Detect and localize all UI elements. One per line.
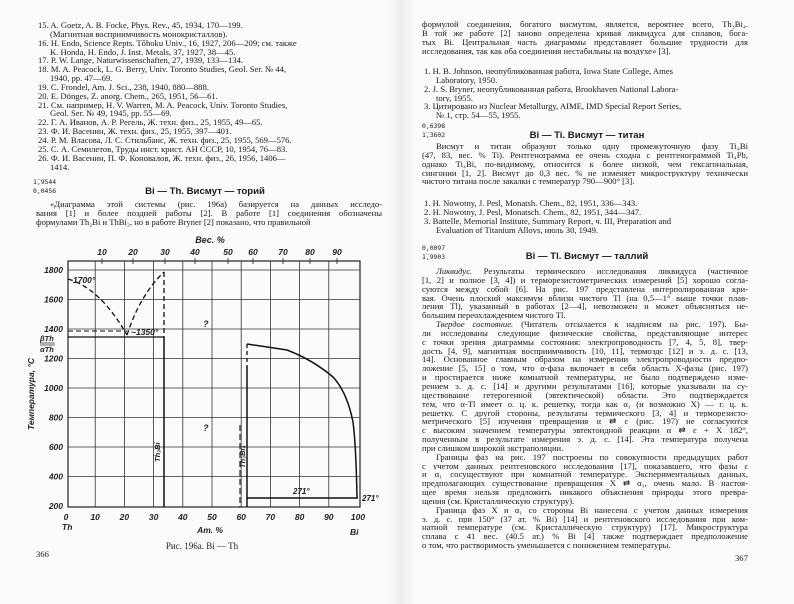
reference-item (424, 208, 750, 217)
line-text: Результаты термического исследования ликвидуса (частичное (472, 267, 748, 276)
line-text: решетку. С другой стороны, результаты термического [3, 4] и терморезисто- (422, 408, 748, 418)
line-text: при слишком широкой экстраполяции. (422, 443, 564, 453)
top-tick-label: 80 (305, 247, 315, 257)
y-axis-ticks (44, 265, 63, 511)
text-line (422, 142, 748, 151)
paragraph-bi-th-continued (422, 20, 748, 55)
text-line (422, 373, 748, 382)
bottom-axis-label: Ат. % (197, 525, 223, 535)
text-line (422, 497, 748, 506)
reference-item (424, 102, 750, 120)
reference-line: 3. Battelle, Memorial Institute, Summary Report, ч. III, Preparation and (424, 216, 672, 226)
text-line (422, 355, 748, 364)
phase-label-alpha-th: αTh (40, 345, 54, 354)
y-tick-label: 1000 (44, 383, 63, 393)
text-line (422, 311, 748, 320)
bottom-tick-label: 90 (324, 512, 334, 522)
paragraph-lead: Твердое состояние. (436, 320, 514, 329)
reference-item (424, 217, 750, 235)
top-axis-label: Вес. % (195, 235, 225, 245)
line-text: суются между собой [6]. На рис. 197 представлена интерполированная кри- (422, 284, 748, 294)
figure-caption: Рис. 196а. Bi — Th (165, 541, 239, 551)
line-text: большим переохлаждением чистого Tl. (422, 311, 566, 321)
line-text: [1, 2] и полное [3, 4]) и терморезистометрических измерений [5] хорошо согла- (422, 275, 748, 285)
page-number-left: 366 (36, 549, 49, 559)
y-tick-label: 200 (48, 501, 63, 511)
bottom-tick-label: 20 (119, 512, 130, 522)
bottom-tick-label: 60 (236, 512, 246, 522)
paragraph-phase-boundaries (422, 453, 748, 506)
reference-line: № 1, стр. 54—55, 1955. (436, 111, 521, 121)
log-number: 0,6398 (422, 122, 446, 130)
line-text: сплава с 41 вес. (40.5 ат.) % Bi [4] также подтверждает предположение (422, 532, 748, 542)
liquidus-bi-side (247, 344, 357, 498)
bottom-tick-label: 40 (178, 512, 188, 522)
line-text: щее время нельзя предложить никакого объяснения природы этого превра- (422, 488, 748, 497)
reference-line: 2. H. Nowotny, J. Pesl, Monatsch. Chem., 82, 1951, 344—347. (424, 207, 642, 217)
line-text: полученным в результате измерения э. д. с. [14]. Эта температура получена (422, 435, 748, 444)
line-text: формулами Th₂Bi и ThBi₂, но в работе Bryner [2] показано, что правильной (36, 217, 311, 227)
y-tick-label: 800 (48, 412, 63, 423)
text-line (422, 541, 748, 550)
right-element-label: Bi (350, 527, 359, 537)
reference-line: tory, 1955. (436, 93, 473, 103)
text-line (422, 38, 748, 47)
line-text: ществование гетерогенной (эвтектической) области. Это подтверждается (422, 390, 748, 400)
references-bi-th (424, 67, 750, 120)
reference-item (424, 85, 750, 103)
section-title-bi-tl: Bi — Tl. Висмут — таллий (525, 251, 649, 262)
plot-frame (68, 261, 360, 507)
reference-line: Geol. Ser. № 49, 1945, pp. 55—69. (50, 109, 172, 119)
reference-line: 22. Г. А. Иванов, А. Р. Регель, Ж. техн. физ., 25, 1955, 49—65. (38, 118, 263, 128)
line-text: В той же работе [2] заново определена кривая ликвидуса для сплавов, бога- (422, 28, 748, 38)
reference-line: 15. A. Goetz, A. B. Focke, Phys. Rev., 45, 1934, 170—199. (38, 21, 243, 30)
y-tick-label: 1200 (44, 353, 63, 364)
log-number: 0,0097 (422, 244, 446, 252)
line-text: щения (см. Кристаллическую структуру). (422, 496, 575, 506)
line-text: (47, 83, вес. % Ti). Рентгенограмма ее очень сходна с рентгенограммой Ti₄Pb, (422, 150, 748, 160)
text-line (422, 347, 748, 356)
text-line (422, 417, 748, 426)
line-text: Висмут и титан образуют только одну промежуточную фазу Ti₄Bi (436, 142, 748, 151)
bottom-tick-label: 80 (294, 512, 305, 522)
left-element-label: Th (62, 522, 73, 532)
bottom-tick-label: 50 (207, 512, 217, 522)
text-line (422, 479, 748, 488)
text-line (422, 523, 748, 532)
y-tick-label: 400 (48, 471, 63, 482)
line-text: э. д. с. при 150° (37 ат. % Bi) [14] и рентгеновского исследования при ком- (422, 514, 748, 524)
line-text: с учетом данных рентгеновского исследования [17], показавшего, что фазы ε (422, 461, 748, 471)
reference-line: 1. H. Nowotny, J. Pesl, Monatsh. Chem., 82, 1951, 336—343. (424, 199, 638, 208)
section-body-bi-tl (422, 267, 748, 550)
reference-line: K. Honda, H. Endo, J. Inst. Metals, 37, 1927, 38—45. (50, 47, 236, 57)
y-tick-label: 1400 (44, 324, 63, 334)
references-bi-ti (424, 199, 750, 234)
text-line (422, 532, 748, 541)
line-text: исследования, так как оба соединения нестабильны на воздухе» [3]. (422, 46, 671, 56)
reference-line: 1940, pp. 47—69. (50, 74, 113, 83)
reference-line: 1414. (50, 162, 70, 172)
bottom-tick-label: 0 (63, 512, 69, 522)
eutectic-label: ~1350° (131, 327, 159, 337)
line-text: (Читатель отсылается к надписям на рис. 197). Бы- (513, 320, 748, 329)
text-line (422, 329, 748, 338)
log-number: 0,0456 (33, 187, 57, 195)
top-tick-label: 60 (248, 247, 258, 257)
bottom-tick-label: 10 (90, 512, 100, 522)
section-title-bi-ti: Bi — Ti. Висмут — титан (529, 130, 645, 141)
paragraph-solid-state (422, 320, 748, 453)
reference-line: 26. Ф. И. Васенин, П. Ф. Коновалов, Ж. техн. физ., 26, 1956, 1406— (38, 153, 286, 163)
reference-line: 19. C. Frondel, Am. J. Sci., 238, 1940, 880—888. (38, 82, 209, 92)
line-text: и α₁ сосуществуют при комнатной температуре. Экспериментальных данных, (422, 470, 748, 480)
bottom-axis-ticks (64, 512, 366, 522)
log-number: 1̅,3602 (422, 131, 446, 139)
line-text: метрического [5] изучения превращения α ⇄ ε (рис. 197) не согласуются (422, 417, 748, 427)
text-line (422, 338, 748, 347)
text-line (422, 453, 748, 462)
reference-line: 16. H. Endo, Science Repts. Tôhoku Univ., 16, 1927, 206—209; см. также (38, 38, 297, 48)
line-text: «Диаграмма этой системы (рис. 196а) базируется на данных исследо- (50, 200, 382, 209)
text-line (422, 276, 748, 285)
text-line (422, 177, 748, 186)
bi-melting-label-right: 271° (362, 494, 379, 503)
text-line (422, 515, 748, 524)
text-line (422, 267, 748, 276)
log-numbers-bi-tl (422, 244, 445, 262)
top-tick-label: 90 (332, 247, 342, 257)
line-text: ложение [5, 15] о том, что α-фаза включает в себя область X-фазы (рис. 197) (422, 364, 748, 374)
reference-line: 3. Цитировано из Nuclear Metallurgy, AIME, IMD Special Report Series, (424, 102, 682, 112)
text-line (422, 294, 748, 303)
top-tick-label: 10 (97, 247, 107, 257)
text-line (422, 506, 748, 515)
liquidus-th3bi (127, 272, 164, 335)
line-text: рением э. д. с. [14] и другими результатами [16], которые указывали на су- (422, 381, 748, 391)
reference-line: 1. H. B. Johnson, неопубликованная работа, Iowa State College, Ames (424, 67, 673, 76)
text-line (422, 462, 748, 471)
reference-line: 25. С. А. Семилетов, Труды инст. крист. АН СССР, 10, 1954, 76—83. (38, 144, 288, 154)
reference-line: 21. См. например, H. V. Warren, M. A. Peacock, Univ. Toronto Studies, (38, 100, 288, 110)
bottom-tick-label: 100 (350, 512, 366, 522)
top-tick-label: 50 (223, 247, 233, 257)
bottom-tick-label: 30 (148, 512, 159, 522)
line-text: чистого титана после закалки с температур 790—900° [3]. (422, 177, 635, 187)
section-title-bi-th: Bi — Th. Висмут — торий (145, 186, 265, 197)
top-tick-label: 40 (190, 247, 200, 257)
paragraph-lead: Ликвидус. (436, 267, 473, 276)
text-line (422, 488, 748, 497)
unknown-region-upper: ? (203, 319, 209, 329)
bi-melting-label: 271° (293, 487, 310, 496)
reference-line: 17. P. W. Lange, Naturwissenschaften, 27, 1939, 133—134. (38, 56, 244, 66)
compound-label-th3bi4: Th₃Bi₄ (238, 445, 247, 468)
liquidus-th-side (68, 279, 127, 335)
log-numbers-bi-ti (422, 122, 445, 140)
phase-label-beta-th: βTh (40, 334, 54, 343)
reference-item (424, 199, 750, 208)
y-axis-label: Температура, °С (26, 358, 36, 430)
reference-item (424, 67, 750, 85)
text-line (422, 382, 748, 391)
paragraph-bi-ti (422, 142, 748, 186)
text-line (422, 391, 748, 400)
text-line (422, 151, 748, 160)
top-tick-label: 30 (160, 247, 170, 257)
line-text: ли исследованы следующие физические свойства, представляющие интерес (422, 328, 748, 338)
text-line (422, 29, 748, 38)
line-text: сингонии [1, 2]. Висмут до 0,3 вес. % не изменяет микроструктуру технически (422, 168, 748, 178)
unknown-region-lower: ? (203, 423, 209, 433)
paragraph-x-alpha1-boundary (422, 506, 748, 550)
reference-line: 18. M. A. Peacock, L. G. Berry, Univ. Toronto Studies, Geol. Ser. № 44, (38, 65, 287, 75)
reference-line: Evaluation of Titanium Alloys, июль 30, 1949. (436, 225, 599, 235)
compound-label-th3bi: Th₃Bi (153, 442, 162, 462)
log-number: 1̅,9903 (422, 253, 446, 261)
text-line (422, 285, 748, 294)
text-line (422, 426, 748, 435)
reference-line: 20. E. Dönges, Z. anorg. Chem., 265, 1951, 56—61. (38, 91, 218, 101)
line-text: натной температуре (см. Кристаллическую структуру) [17]. Микроструктура (422, 523, 748, 533)
text-line (422, 444, 748, 453)
line-text: Границы фаз на рис. 197 построены по совокупности предыдущих работ (436, 452, 748, 462)
reference-line: Laboratory, 1950. (436, 75, 498, 85)
text-line (422, 435, 748, 444)
line-text: тем, что α-Tl имеет о. ц. к. решетку, тогда как α₁ (и возможно X) — г. ц. к. (422, 399, 748, 409)
paragraph-liquidus (422, 267, 748, 320)
line-text: Граница фаз X и α₁ со стороны Bi нанесена с учетом данных измерения (436, 505, 748, 515)
reference-line: 23. Ф. И. Васенин, Ж. техн. физ., 25, 1955, 397—401. (38, 127, 232, 136)
text-line (422, 409, 748, 418)
text-line (422, 320, 748, 329)
top-tick-label: 70 (278, 247, 288, 257)
line-text: с точки зрения диаграммы состояния: электропроводность [7, 4, 5, 8], твер- (422, 337, 748, 347)
text-line (422, 400, 748, 409)
line-text: однако Ti₄Bi, по-видимому, относится к более низкой, чем гексагональная, (422, 159, 748, 169)
line-text: и простирается ниже комнатной температуры, не было подтверждено изме- (422, 373, 748, 382)
text-line (422, 302, 748, 311)
reference-line: (Магнитная восприимчивость монокристаллов). (50, 29, 228, 39)
text-line (422, 160, 748, 169)
line-text: 14]. Основанное главным образом на измерении электропроводности предпо- (422, 355, 748, 365)
y-tick-label: 600 (48, 442, 63, 452)
line-text: дость [4, 9], магнитная восприимчивость [10, 11], термоэдс [12] и э. д. с. [13, (422, 346, 748, 356)
y-tick-label: 1800 (44, 265, 63, 275)
line-text: тых Bi. Центральная часть диаграммы представляет большие трудности для (422, 37, 748, 47)
text-line (422, 470, 748, 479)
top-tick-label: 20 (128, 247, 138, 257)
page-number-right: 367 (735, 553, 748, 563)
line-text: предполагающих существование превращения X ⇄ α₁, очень мало. В настоя- (422, 479, 748, 489)
th-melting-label: 1700° (73, 275, 96, 285)
log-number: 1̅,9544 (33, 178, 57, 186)
grid (68, 261, 360, 507)
line-text: с высоким значением температуры эвтектоидной реакции α ⇄ ε + X 182°, (422, 426, 748, 436)
line-text: ления Tl), указанный в работах [2—4], невозможен и может объясняться не- (422, 302, 748, 312)
text-line (422, 47, 748, 56)
y-tick-label: 1600 (44, 294, 63, 305)
line-text: вая. Очень плоский максимум вблизи чистого Tl (на 0,5—1° выше точки плав- (422, 293, 748, 303)
reference-line: 2. J. S. Bryner, неопубликованная работа, Brookhaven National Labora- (424, 84, 679, 94)
line-text: о том, что растворимость уменьшается с понижением температуры. (422, 541, 671, 550)
text-line (422, 20, 748, 29)
line-text: формулой соединения, богатого висмутом, является, вероятнее всего, Th₃Bi₄. (422, 20, 748, 29)
reference-line: 24. Р. М. Власова, Л. С. Стильбанс, Ж. техн. физ., 25, 1955, 569—576. (38, 135, 292, 145)
bottom-tick-label: 70 (265, 512, 276, 522)
text-line (422, 169, 748, 178)
text-line (422, 364, 748, 373)
line-text: вания [1] и более поздней работы [2]. В работе [1] соединения обозначены (36, 208, 382, 218)
